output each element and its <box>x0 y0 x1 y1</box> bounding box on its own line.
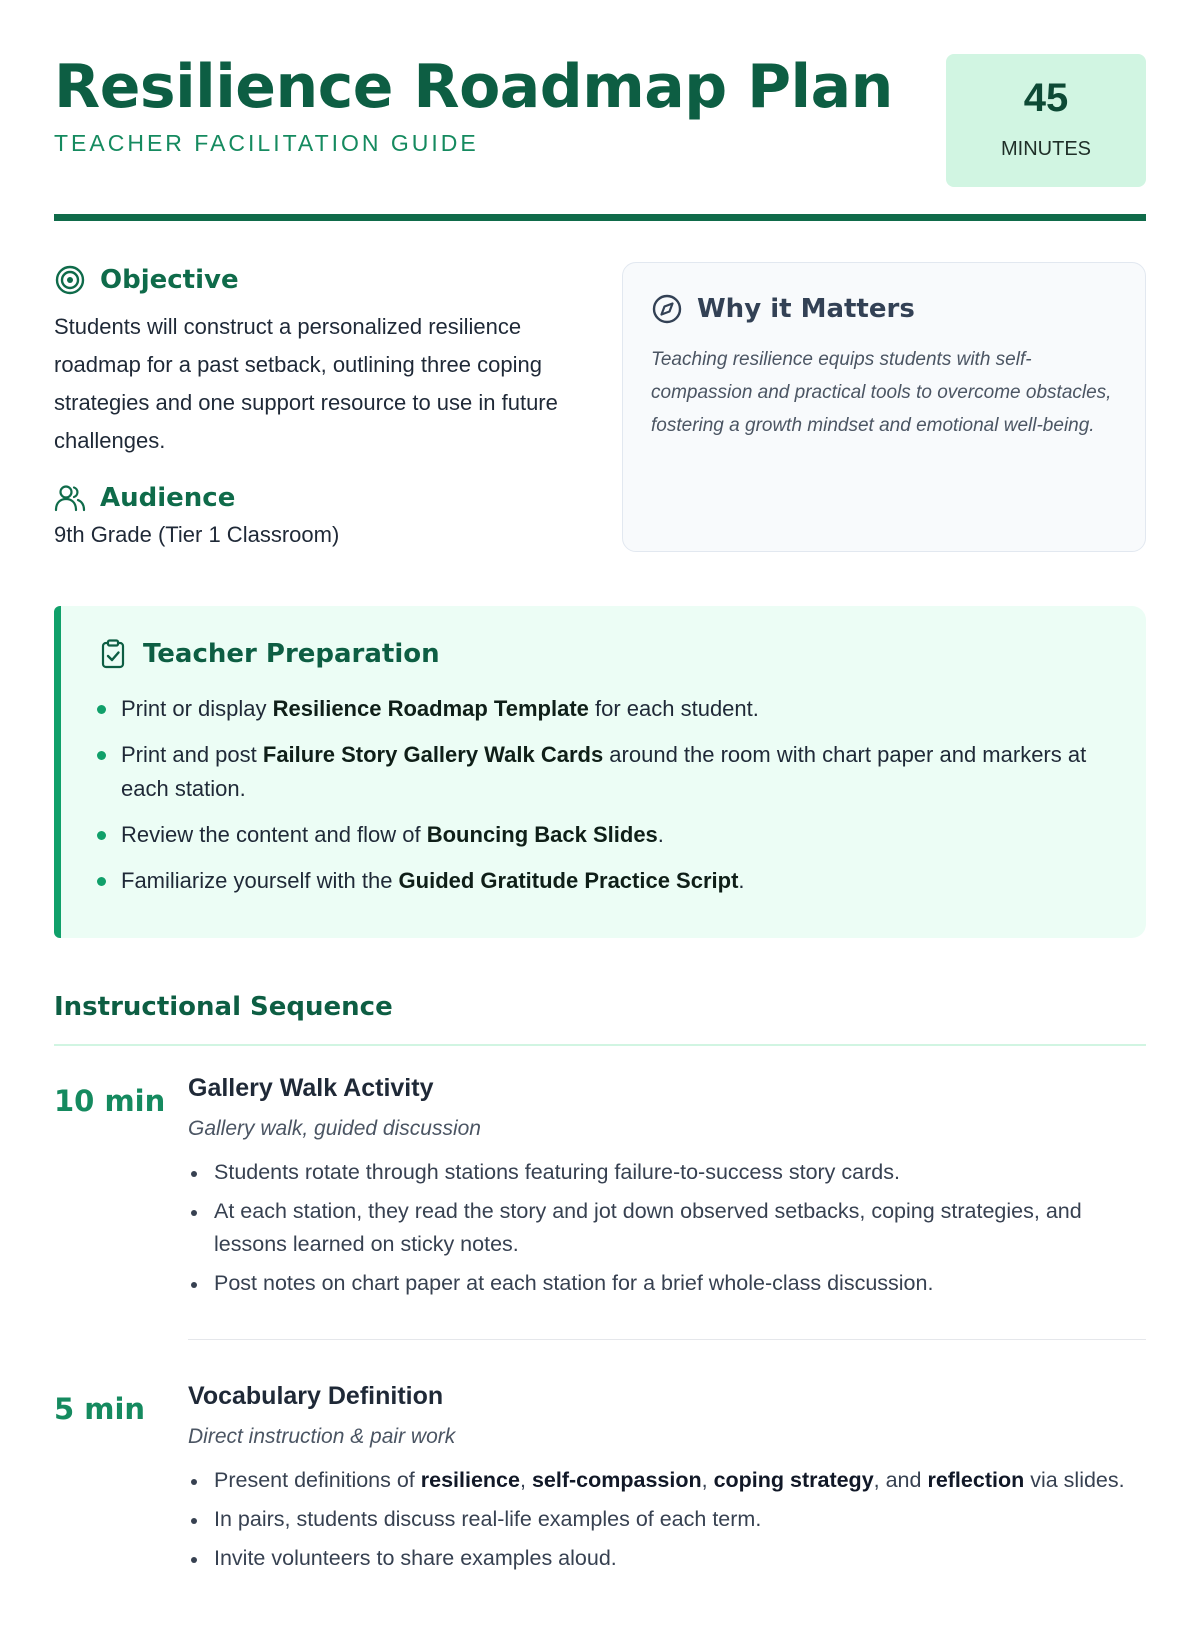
step-bullet-list <box>188 1464 1146 1575</box>
list-item: Present definitions of resilience, self-compassion, coping strategy, and reflection via slides. <box>188 1464 1146 1497</box>
audience-label: Audience <box>100 483 236 513</box>
teacher-preparation-panel <box>54 606 1146 938</box>
step-duration: 5 min <box>54 1392 146 1426</box>
objective-column <box>54 260 594 460</box>
objective-text: Students will construct a personalized resilience roadmap for a past setback, outlining three coping strategies and one support resource to use in future challenges. <box>54 314 558 453</box>
list-item: Invite volunteers to share examples aloud. <box>188 1542 1146 1575</box>
step-title: Gallery Walk Activity <box>188 1074 434 1102</box>
audience-text: 9th Grade (Tier 1 Classroom) <box>54 522 340 547</box>
list-item: Print or display Resilience Roadmap Template for each student. <box>97 692 1110 726</box>
why-it-matters-card <box>622 262 1146 552</box>
step-duration: 10 min <box>54 1084 166 1118</box>
why-text: Teaching resilience equips students with self-compassion and practical tools to overcome obstacles, fostering a growth mindset and emotional well-being. <box>651 349 1112 436</box>
preparation-heading <box>97 634 1110 674</box>
step-title: Vocabulary Definition <box>188 1382 444 1410</box>
vocab-term: resilience <box>420 1468 520 1492</box>
vocab-term: coping strategy <box>713 1468 874 1492</box>
step-body <box>188 1378 1146 1581</box>
why-label: Why it Matters <box>697 294 915 324</box>
vocab-term: self-compassion <box>531 1468 702 1492</box>
step-bullet-list <box>188 1156 1146 1300</box>
duration-badge <box>946 54 1146 187</box>
page-subtitle: TEACHER FACILITATION GUIDE <box>54 130 479 156</box>
duration-value: 45 <box>1023 76 1069 120</box>
page-title: Resilience Roadmap Plan <box>54 52 893 122</box>
objective-heading <box>54 260 594 300</box>
audience-heading <box>54 478 235 518</box>
list-item: In pairs, students discuss real-life examples of each term. <box>188 1503 1146 1536</box>
compass-icon <box>651 293 683 325</box>
step-body <box>188 1070 1146 1340</box>
list-item: Review the content and flow of Bouncing Back Slides. <box>97 818 1110 852</box>
list-item: Familiarize yourself with the Guided Gratitude Practice Script. <box>97 864 1110 898</box>
list-item: Print and post Failure Story Gallery Walk Cards around the room with chart paper and markers at each station. <box>97 738 1110 806</box>
target-icon <box>54 264 86 296</box>
preparation-label: Teacher Preparation <box>143 639 440 669</box>
step-method: Direct instruction & pair work <box>188 1425 456 1448</box>
clipboard-check-icon <box>97 638 129 670</box>
sequence-title: Instructional Sequence <box>54 992 1146 1046</box>
list-item: Post notes on chart paper at each station for a brief whole-class discussion. <box>188 1267 1146 1300</box>
list-item: At each station, they read the story and jot down observed setbacks, coping strategies, and lessons learned on sticky notes. <box>188 1195 1146 1261</box>
objective-label: Objective <box>100 265 239 295</box>
vocab-term: reflection <box>927 1468 1025 1492</box>
header <box>54 0 1146 221</box>
sequence-step <box>54 1070 1146 1340</box>
sequence-step <box>54 1378 1146 1638</box>
material-name: Guided Gratitude Practice Script <box>398 868 739 893</box>
users-icon <box>54 482 86 514</box>
material-name: Resilience Roadmap Template <box>272 696 589 721</box>
why-heading <box>651 289 1117 329</box>
material-name: Bouncing Back Slides <box>426 822 658 847</box>
list-item: Students rotate through stations featuring failure-to-success story cards. <box>188 1156 1146 1189</box>
step-method: Gallery walk, guided discussion <box>188 1117 481 1140</box>
overview-section <box>54 260 1146 560</box>
material-name: Failure Story Gallery Walk Cards <box>262 742 604 767</box>
duration-unit: MINUTES <box>1001 138 1091 160</box>
preparation-list <box>97 692 1110 898</box>
